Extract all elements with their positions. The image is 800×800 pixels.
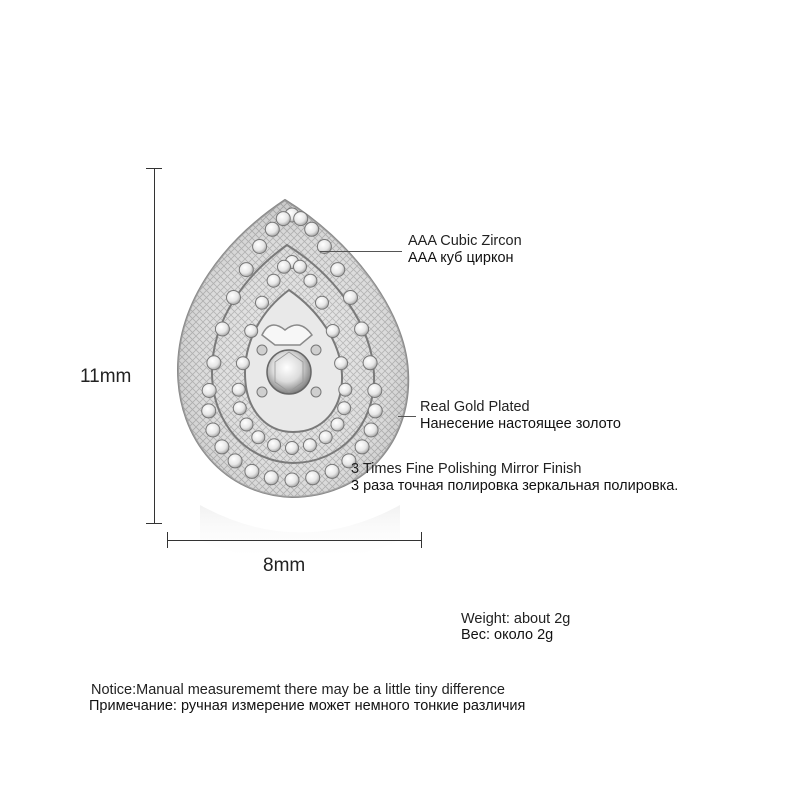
- weight-en: Weight: about 2g: [461, 611, 571, 627]
- accent-stone: [364, 423, 378, 437]
- accent-stone: [319, 431, 332, 444]
- accent-stone: [233, 402, 246, 415]
- width-dimension-cap-right: [421, 532, 422, 548]
- accent-stone: [227, 291, 241, 305]
- accent-stone: [305, 222, 319, 236]
- accent-stone: [355, 322, 369, 336]
- height-dimension-line: [154, 168, 155, 524]
- width-dimension-cap-left: [167, 532, 168, 548]
- accent-stone: [285, 473, 299, 487]
- gold-leader-line: [398, 416, 416, 417]
- center-stone: [267, 350, 311, 394]
- accent-stone: [202, 404, 216, 418]
- accent-stone: [245, 464, 259, 478]
- gold-label-ru: Нанесение настоящее золото: [420, 416, 621, 432]
- accent-stone: [344, 291, 358, 305]
- accent-stone: [276, 212, 290, 226]
- accent-stone: [339, 383, 352, 396]
- accent-stone: [325, 464, 339, 478]
- width-dimension-line: [167, 540, 422, 541]
- accent-stone: [267, 274, 280, 287]
- zircon-label-ru: AAA куб циркон: [408, 250, 514, 266]
- accent-stone: [264, 471, 278, 485]
- notice-ru: Примечание: ручная измерение может немного тонкие различия: [89, 698, 526, 714]
- accent-stone: [256, 296, 269, 309]
- accent-stone: [368, 404, 382, 418]
- weight-ru: Вес: около 2g: [461, 627, 554, 643]
- accent-stone: [268, 439, 281, 452]
- accent-stone: [326, 325, 339, 338]
- accent-stone: [239, 263, 253, 277]
- gold-label-en: Real Gold Plated: [420, 399, 530, 415]
- accent-stone: [252, 431, 265, 444]
- accent-stone: [338, 402, 351, 415]
- accent-stone: [368, 384, 382, 398]
- earring-reflection: [200, 505, 400, 563]
- accent-stone: [202, 384, 216, 398]
- polish-label-ru: 3 раза точная полировка зеркальная полировка.: [351, 478, 679, 494]
- accent-stone: [207, 356, 221, 370]
- accent-stone: [294, 212, 308, 226]
- accent-stone: [304, 274, 317, 287]
- accent-stone: [286, 442, 299, 455]
- accent-stone: [245, 325, 258, 338]
- notice-en: Notice:Manual measurememt there may be a little tiny difference: [91, 682, 505, 698]
- accent-stone: [355, 440, 369, 454]
- accent-stone: [363, 356, 377, 370]
- zircon-label-en: AAA Cubic Zircon: [408, 233, 522, 249]
- accent-stone: [236, 357, 249, 370]
- height-dimension-cap-bottom: [146, 523, 162, 524]
- accent-stone: [253, 240, 267, 254]
- zircon-leader-line: [320, 251, 402, 252]
- accent-stone: [316, 296, 329, 309]
- accent-stone: [232, 383, 245, 396]
- accent-stone: [206, 423, 220, 437]
- accent-stone: [240, 418, 253, 431]
- accent-stone: [335, 357, 348, 370]
- height-dimension-cap-top: [146, 168, 162, 169]
- accent-stone: [331, 418, 344, 431]
- width-label: 8mm: [263, 555, 306, 576]
- accent-stone: [228, 454, 242, 468]
- accent-stone: [303, 439, 316, 452]
- accent-stone: [215, 440, 229, 454]
- accent-stone: [331, 263, 345, 277]
- accent-stone: [215, 322, 229, 336]
- height-label: 11mm: [80, 366, 132, 387]
- polish-label-en: 3 Times Fine Polishing Mirror Finish: [351, 461, 582, 477]
- accent-stone: [294, 260, 307, 273]
- accent-stone: [278, 260, 291, 273]
- accent-stone: [306, 471, 320, 485]
- accent-stone: [265, 222, 279, 236]
